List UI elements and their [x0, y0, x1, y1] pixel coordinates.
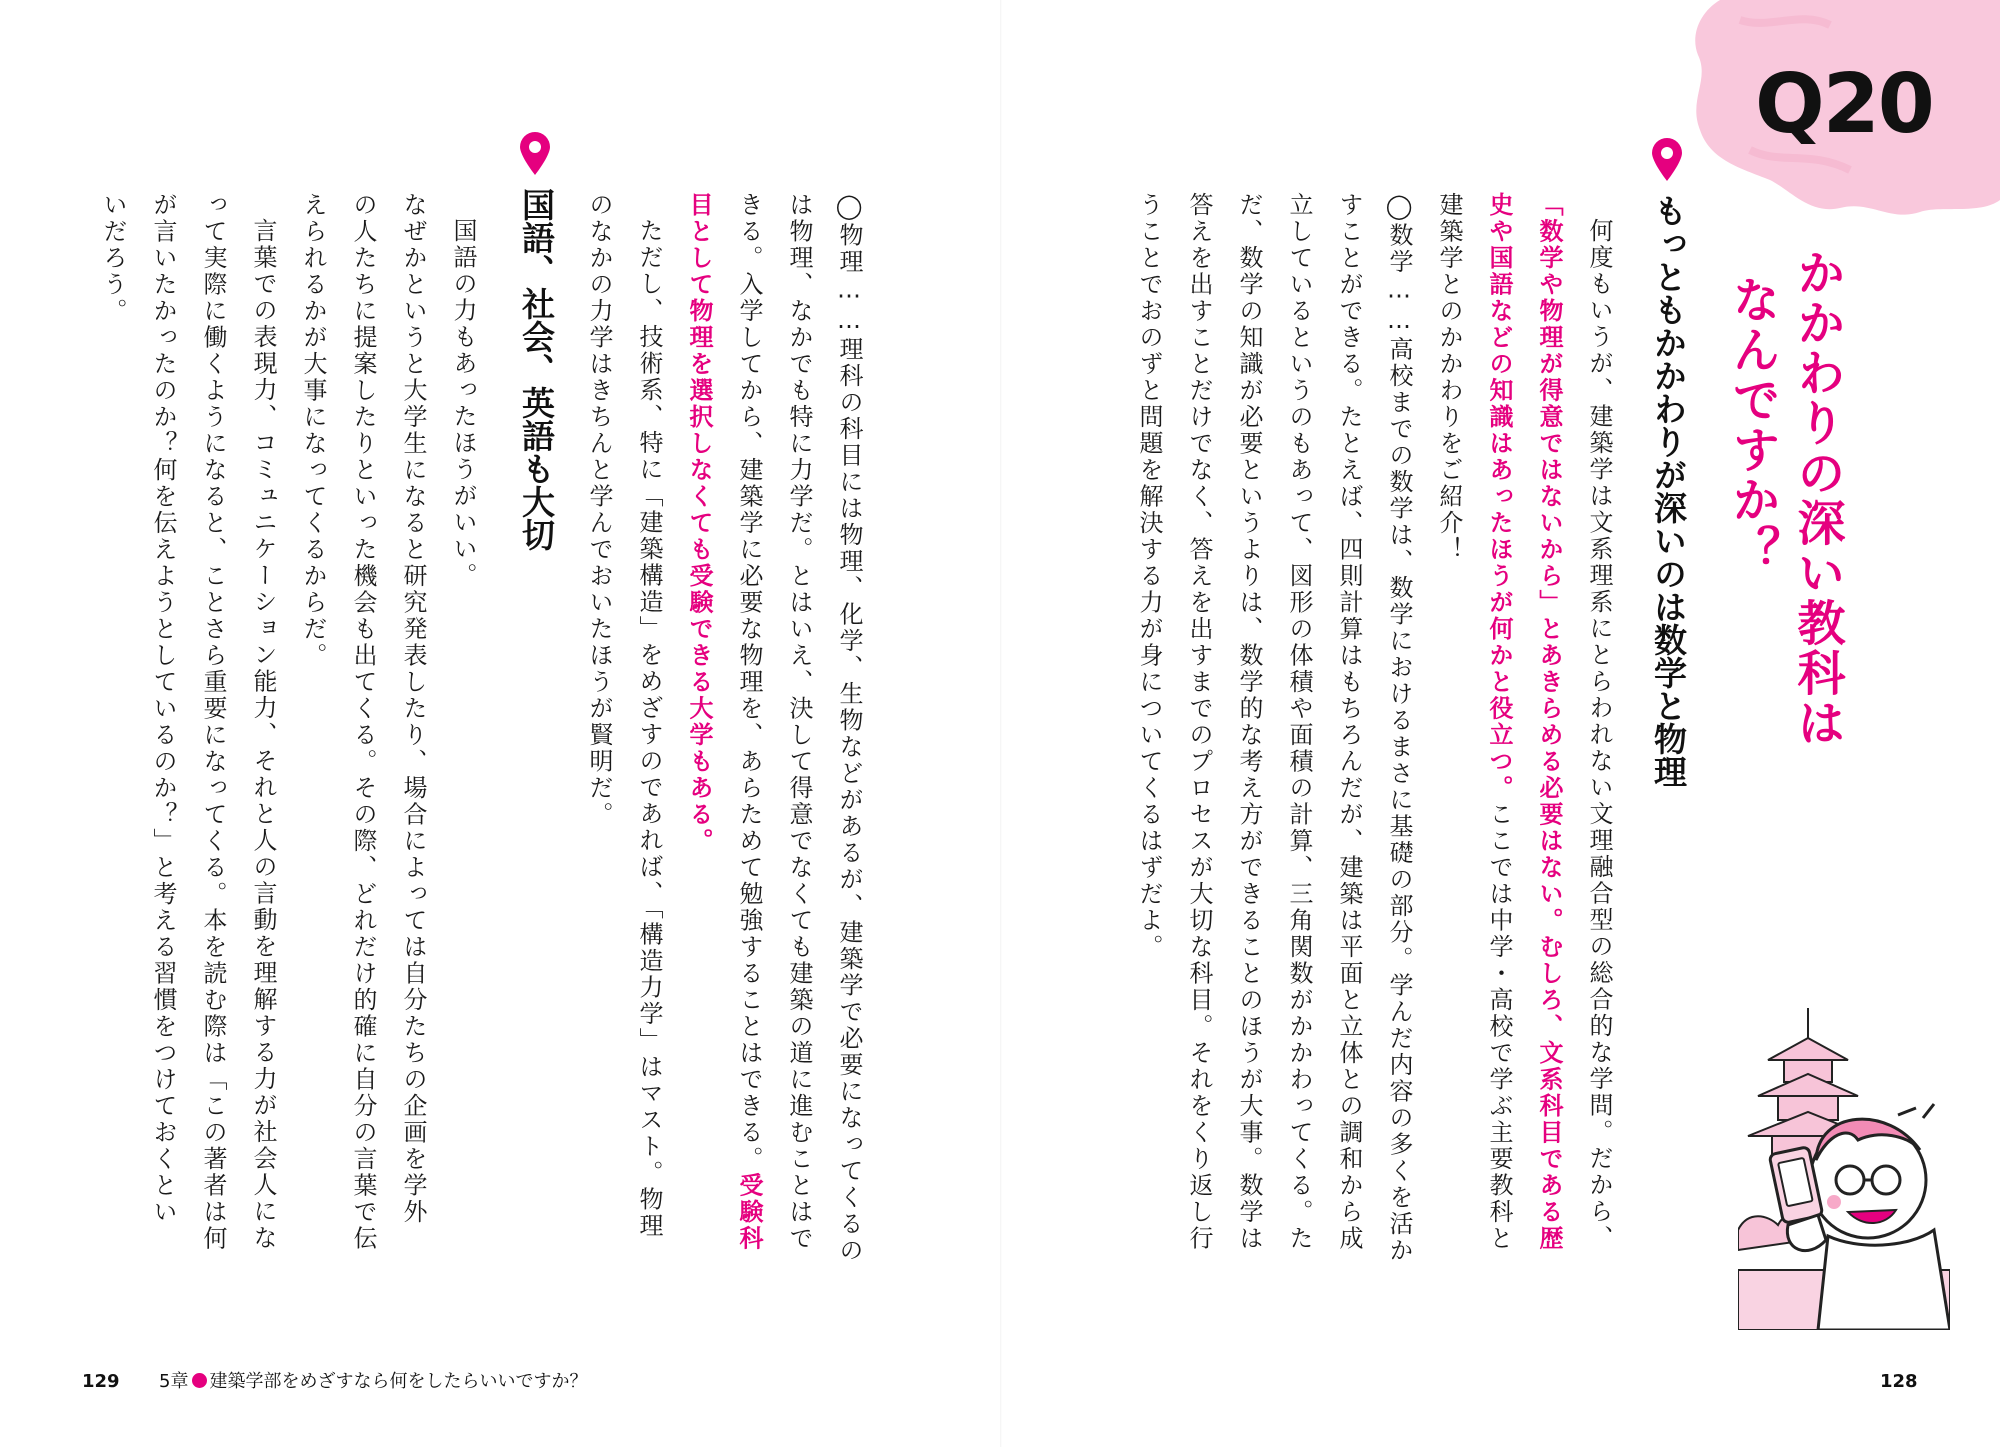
physics-line-4-highlight: 目として物理を選択しなくても受験できる大学もある。 — [685, 192, 713, 855]
map-pin-icon — [1650, 138, 1684, 182]
question-number: Q20 — [1755, 57, 1933, 152]
intro-line-1: 何度もいうが、建築学は文系理系にとらわれない文理融合型の総合的な学問。だから、 — [1585, 218, 1613, 1252]
left-footer — [82, 1367, 588, 1397]
intro-line-4: 建築学とのかかわりをご紹介！ — [1435, 192, 1463, 563]
language-line-2: なぜかというと大学生になると研究発表したり、場合によっては自分たちの企画を学外 — [399, 192, 427, 1226]
math-line-6: うことでおのずと問題を解決する力が身についてくるはずだよ。 — [1135, 192, 1163, 961]
math-line-3: 立しているというのもあって、図形の体積や面積の計算、三角関数がかかわってくる。た — [1285, 192, 1313, 1252]
section-heading-japanese-social-english: 国語、社会、英語も大切 — [517, 188, 556, 551]
language-line-4: えられるかが大事になってくるからだ。 — [299, 192, 327, 669]
intro-line-3-highlight: 史や国語などの知識はあったほうが何かと役立つ。 — [1485, 192, 1513, 802]
page-number-left: 129 — [82, 1371, 120, 1392]
language-line-8: いだろう。 — [99, 192, 127, 325]
page-number-right: 128 — [1880, 1371, 1918, 1392]
chapter-dot-icon — [192, 1373, 207, 1388]
student-illustration — [1738, 1000, 1950, 1330]
physics-line-3 — [732, 192, 765, 1272]
language-line-1: 国語の力もあったほうがいい。 — [449, 218, 477, 589]
physics-line-6: のなかの力学はきちんと学んでおいたほうが賢明だ。 — [585, 192, 613, 828]
section-heading-math-physics: もっともかかわりが深いのは数学と物理 — [1649, 194, 1688, 788]
math-line-5: 答えを出すことだけでなく、答えを出すまでのプロセスが大切な科目。それをくり返し行 — [1185, 192, 1213, 1252]
map-pin-icon — [518, 132, 552, 176]
physics-line-2: は物理、なかでも特に力学だ。とはいえ、決して得意でなくても建築の道に進むことはで — [785, 192, 813, 1252]
page-gutter — [1000, 0, 1002, 1447]
intro-line-3-tail: ここでは中学・高校で学ぶ主要教科と — [1485, 801, 1513, 1252]
chapter-title: 建築学部をめざすなら何をしたらいいですか？ — [209, 1371, 588, 1392]
intro-line-2-highlight: 「数学や物理が得意ではないから」とあきらめる必要はない。むしろ、文系科目である歴 — [1535, 192, 1563, 1252]
math-line-4: だ、数学の知識が必要というよりは、数学的な考え方ができることのほうが大事。数学は — [1235, 192, 1263, 1252]
language-line-7: が言いたかったのか？何を伝えようとしているのか？」と考える習慣をつけておくとい — [149, 192, 177, 1226]
language-line-6: って実際に働くようになると、ことさら重要になってくる。本を読む際は「この著者は何 — [199, 192, 227, 1252]
math-line-2: すことができる。たとえば、四則計算はもちろんだが、建築は平面と立体との調和から成 — [1335, 192, 1363, 1252]
question-title-line-2: なんですか？ — [1724, 275, 1780, 575]
chapter-label: 5章 — [159, 1371, 189, 1392]
physics-line-3-text: きる。入学してから、建築学に必要な物理を、あらためて勉強することはできる。 — [735, 192, 763, 1173]
question-title-line-1: かかわりの深い教科は — [1789, 248, 1845, 748]
physics-line-3-highlight: 受験科 — [735, 1172, 763, 1252]
language-line-5: 言葉での表現力、コミュニケーション能力、それと人の言動を理解する力が社会人にな — [249, 218, 277, 1252]
intro-line-3 — [1482, 192, 1515, 1272]
physics-line-1: ◯物理……理科の科目には物理、化学、生物などがあるが、建築学で必要になってくるの — [835, 192, 863, 1264]
language-line-3: の人たちに提案したりといった機会も出てくる。その際、どれだけ的確に自分の言葉で伝 — [349, 192, 377, 1252]
physics-line-5: ただし、技術系、特に「建築構造」をめざすのであれば、「構造力学」はマスト。物理 — [635, 218, 663, 1240]
math-line-1: ◯数学……高校までの数学は、数学におけるまさに基礎の部分。学んだ内容の多くを活か — [1385, 192, 1413, 1264]
